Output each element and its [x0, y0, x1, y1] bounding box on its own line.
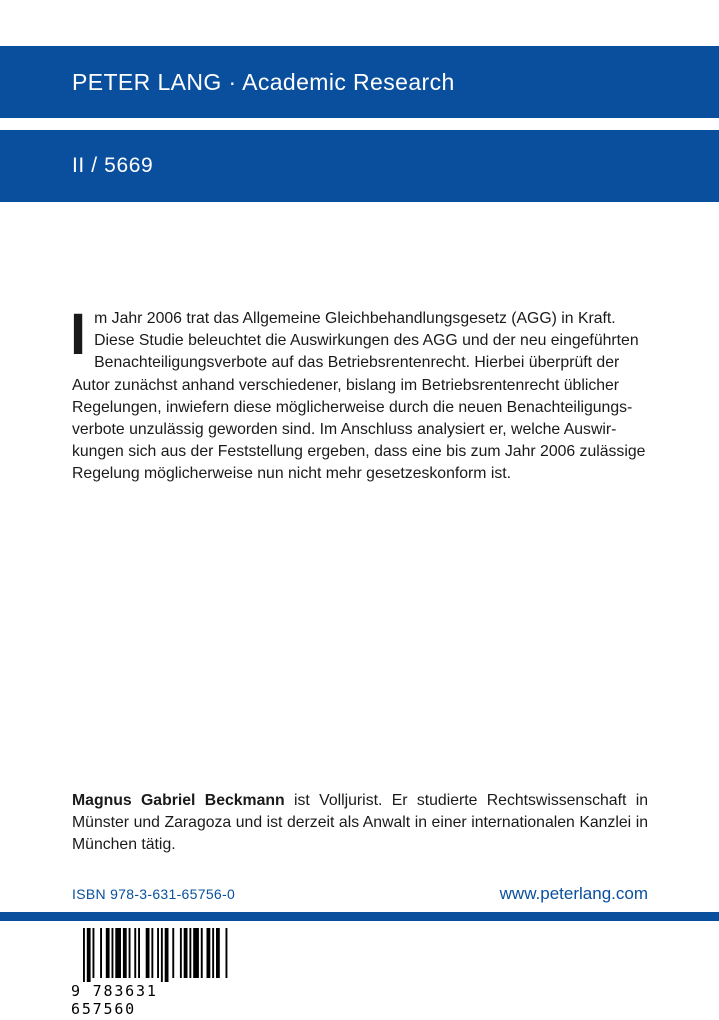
description-line: Diese Studie beleuchtet die Auswirkungen des AGG und der neu eingeführten — [94, 332, 639, 350]
volume-banner — [0, 130, 719, 202]
book-description — [70, 302, 648, 486]
author-name: Magnus Gabriel Beckmann — [72, 792, 285, 809]
footer-info — [72, 880, 648, 908]
barcode-bar — [93, 928, 95, 978]
barcode-bar — [165, 928, 169, 982]
barcode-bar — [212, 928, 214, 978]
barcode-bar — [146, 928, 150, 978]
barcode-bar — [100, 928, 102, 978]
barcode-bar — [134, 928, 136, 978]
barcode-bars-icon — [69, 928, 229, 982]
barcode-bar — [123, 928, 127, 978]
barcode-bar — [138, 928, 140, 978]
barcode-bar — [83, 928, 85, 982]
barcode-bar — [207, 928, 211, 978]
barcode-bar — [180, 928, 182, 978]
barcode-bar — [151, 928, 153, 978]
barcode-bar — [226, 928, 228, 978]
barcode-bar — [115, 928, 121, 978]
author-bio-text: ist Volljurist. Er studierte Rechtswissenschaft in Münster und Zaragoza und ist derzeit als Anwalt in einer internationalen Kanzlei in München tätig. — [72, 792, 648, 854]
barcode-bar — [129, 928, 131, 978]
publisher-website-link[interactable]: www.peterlang.com — [499, 884, 648, 903]
description-line: Autor zunächst anhand verschiedener, bislang im Betriebsrentenrecht üblicher — [72, 376, 620, 394]
description-line: Benachteiligungsverbote auf das Betriebsrentenrecht. Hierbei überprüft der — [94, 354, 620, 372]
description-line: Regelungen, inwiefern diese möglicherweise durch die neuen Benachteiligungs- — [72, 398, 633, 416]
barcode-bar — [157, 928, 159, 978]
description-line: verbote unzulässig geworden sind. Im Anschluss analysiert er, welche Auswir- — [72, 421, 617, 439]
barcode-bar — [201, 928, 203, 978]
barcode-bar — [216, 928, 220, 978]
footer-divider — [0, 912, 719, 921]
barcode-digits: 9 783631 657560 — [71, 982, 158, 1018]
barcode-bar — [172, 928, 174, 978]
barcode-bar — [106, 928, 110, 978]
barcode — [69, 928, 229, 1018]
series-banner — [0, 46, 719, 118]
author-bio — [72, 790, 648, 857]
drop-cap: I — [70, 302, 87, 367]
barcode-bar — [161, 928, 163, 982]
barcode-bar — [112, 928, 114, 978]
volume-number: II / 5669 — [72, 154, 154, 177]
description-line: kungen sich aus der Feststellung ergeben, dass eine bis zum Jahr 2006 zulässige — [72, 443, 646, 461]
isbn-label: ISBN 978-3-631-65756-0 — [72, 886, 236, 902]
description-line: Regelung möglicherweise nun nicht mehr gesetzeskonform ist. — [72, 465, 512, 483]
barcode-bar — [193, 928, 199, 978]
barcode-bar — [87, 928, 91, 982]
series-title: PETER LANG · Academic Research — [72, 68, 455, 95]
description-line: m Jahr 2006 trat das Allgemeine Gleichbehandlungsgesetz (AGG) in Kraft. — [94, 310, 616, 327]
barcode-bar — [184, 928, 188, 978]
barcode-bar — [189, 928, 191, 978]
